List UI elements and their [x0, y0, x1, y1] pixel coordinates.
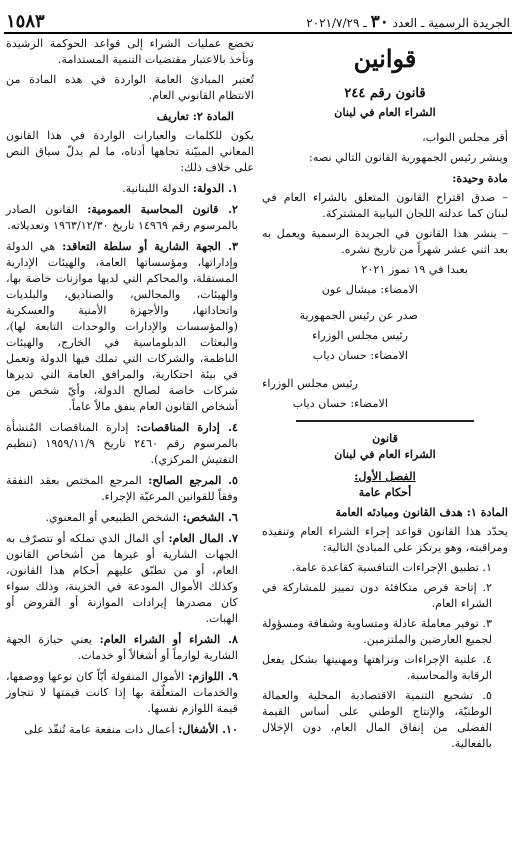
- list-item: ٢. إتاحة فرص متكافئة دون تمييز للمشاركة في الشراء العام.: [262, 581, 492, 610]
- definition-text: أعمال ذات منفعة عامة تُنفّذ على: [24, 723, 179, 736]
- list-item: ٣. توفير معاملة عادلة ومتساوية وشفافة ومسؤولة لجميع العارضين والملتزمين.: [262, 617, 492, 646]
- law-name: الشراء العام في لبنان: [334, 105, 436, 119]
- definition-term: ٦. الشخص:: [182, 510, 238, 524]
- definition-item: [6, 721, 254, 738]
- definition-text: هي الدولة وإداراتها، ومؤسساتها العامة، والهيئات الإدارية المستقلة، والمحاكم التي لديها موازنات خاصة بها، والهيئات، والمجالس، والصناديق، والبلديات واتحاداتها، والأجهزة الأمنية والعسكرية (والمؤسسات والإدارات والوحدات التابعة لها)، والبعثات الدبلوماسية في الخارج، والهيئات الناظمة، والشركات التي تملك فيها الدولة وتعمل في بيئة احتكارية، والمرافق العامة التي تديرها شركات خاصة لصالح الدولة، وأيّ شخص من أشخاص القانون العام ينفق مالاً عاماً.: [6, 240, 238, 413]
- header-rule: [4, 32, 512, 34]
- definition-term: ٩. اللوازم:: [188, 669, 238, 683]
- definition-text: الأموال المنقولة أيّاً كان نوعها ووصفها، والخدمات المتعلّقة بها إذا كانت قيمتها لا تتجاوز قيمة اللوازم نفسها.: [6, 670, 238, 715]
- header-gazette-info: [306, 12, 510, 32]
- definition-term: ٢. قانون المحاسبة العمومية:: [87, 202, 238, 216]
- definition-item: [6, 180, 254, 197]
- list-item: ١. تطبيق الإجراءات التنافسية كقاعدة عامة.: [291, 561, 492, 574]
- definition-term: ١. الدولة:: [192, 181, 238, 195]
- gazette-name: الجريدة الرسمية ـ العدد: [392, 16, 510, 30]
- definition-term: ٨. الشراء أو الشراء العام:: [99, 632, 238, 646]
- law-number: قانون رقم ٢٤٤: [344, 86, 426, 101]
- definition-text: القانون الصادر بالمرسوم رقم ١٤٩٦٩ تاريخ ١٩٦٣/١٢/٣٠ وتعديلاته.: [6, 203, 238, 232]
- paragraph: يكون للكلمات والعبارات الواردة في هذا القانون المعاني المبيّنة تجاهها أدناه، ما لم يدلّ سياق النص على خلاف ذلك:: [6, 129, 254, 174]
- chapter-name: أحكام عامة: [358, 485, 412, 499]
- definition-item: [6, 509, 254, 526]
- list-item: ٥. تشجيع التنمية الاقتصادية المحلية والعمالة الوطنيّة، والإنتاج الوطني على أساس القيمة الفضلى من إنفاق المال العام، دون الإخلال بالفعالية.: [262, 689, 492, 750]
- signature: الامضاء: حسان دياب: [292, 397, 388, 410]
- section-title: قوانين: [353, 44, 417, 73]
- signature: رئيس مجلس الوزراء: [312, 329, 408, 342]
- page-number: ١٥٨٣: [6, 11, 45, 32]
- list-item: ٤. علنية الإجراءات ونزاهتها ومهنيتها بشكل يفعل الرقابة والمحاسبة.: [262, 653, 492, 682]
- paragraph: أقر مجلس النواب،: [422, 131, 508, 144]
- paragraph: – ينشر هذا القانون في الجريدة الرسمية ويعمل به بعد اثني عشر شهراً من تاريخ نشره.: [262, 227, 508, 256]
- definition-text: الشخص الطبيعي أو المعنوي.: [45, 511, 183, 524]
- law-title-name: الشراء العام في لبنان: [334, 447, 436, 461]
- definition-item: [6, 201, 254, 234]
- definition-item: [6, 419, 254, 468]
- issue-number: ٣٠: [370, 12, 389, 32]
- definition-text: يعني حيازة الجهة الشارية لوازماً أو أشغالاً أو خدمات.: [6, 633, 238, 662]
- date-line: بعبدا في ١٩ تموز ٢٠٢١: [361, 263, 468, 276]
- issue-date: ـ ٢٠٢١/٧/٢٩: [306, 16, 367, 30]
- signature: رئيس مجلس الوزراء: [262, 377, 358, 390]
- definition-text: الدولة اللبنانية.: [122, 182, 193, 195]
- definition-item: [6, 631, 254, 664]
- law-title: قانون: [372, 431, 398, 445]
- page-header: [6, 2, 510, 32]
- definition-item: [6, 238, 254, 415]
- paragraph: يحدّد هذا القانون قواعد إجراء الشراء العام وتنفيذه ومراقبته، وهو يرتكز على المبادئ التالية:: [262, 525, 508, 554]
- paragraph: تخضع عمليات الشراء إلى قواعد الحوكمة الرشيدة وتأخذ بالاعتبار مقتضيات التنمية المستدامة.: [6, 37, 254, 66]
- article-heading: المادة ١: هدف القانون ومبادئه العامة: [335, 505, 508, 519]
- single-article-heading: مادة وحيدة:: [452, 171, 508, 185]
- definition-term: ٣. الجهة الشارية أو سلطة التعاقد:: [62, 239, 238, 253]
- article-heading: المادة ٢: تعاريف: [156, 109, 234, 123]
- definition-term: ٤. إدارة المناقصات:: [136, 420, 238, 434]
- definition-term: ٥. المرجع الصالح:: [148, 473, 238, 487]
- definition-term: ٧. المال العام:: [168, 531, 238, 545]
- paragraph: – صدق اقتراح القانون المتعلق بالشراء العام في لبنان كما عدلته اللجان النيابية المشتركة.: [262, 191, 508, 220]
- definition-text: أي المال الذي تملكه أو تتصرّف به الجهات الشارية أو غيرها من أشخاص القانون العام، أو من تطبّق عليهم أحكام هذا القانون، وكذلك الأموال المودعة في الخزينة، وذلك سواء كان مصدرها إيرادات الموازنة أو القروض أو الهبات.: [6, 532, 238, 625]
- definition-term: ١٠. الأشغال:: [178, 722, 238, 736]
- left-column: [6, 36, 254, 742]
- definition-item: [6, 530, 254, 627]
- signature: الامضاء: ميشال عون: [321, 283, 418, 296]
- definition-item: [6, 472, 254, 505]
- chapter-heading: الفصل الأول:: [354, 469, 416, 483]
- signature: الامضاء: حسان دياب: [312, 349, 408, 362]
- signature: صدر عن رئيس الجمهورية: [299, 309, 418, 322]
- definition-item: [6, 668, 254, 717]
- definition-text: المرجع المختص بعقد النفقة وفقاً للقوانين المرعيّة الإجراء.: [6, 474, 238, 503]
- definition-text: إدارة المناقصات المُنشأة بالمرسوم رقم ٢٤٦٠ تاريخ ١٩٥٩/١١/٩ (تنظيم التفتيش المركزي).: [6, 421, 238, 466]
- paragraph: تُعتبر المبادئ العامة الواردة في هذه المادة من الانتظام القانوني العام.: [6, 73, 254, 102]
- right-column: [262, 36, 508, 756]
- paragraph: وينشر رئيس الجمهورية القانون التالي نصه:: [309, 151, 508, 164]
- separator: [296, 420, 473, 422]
